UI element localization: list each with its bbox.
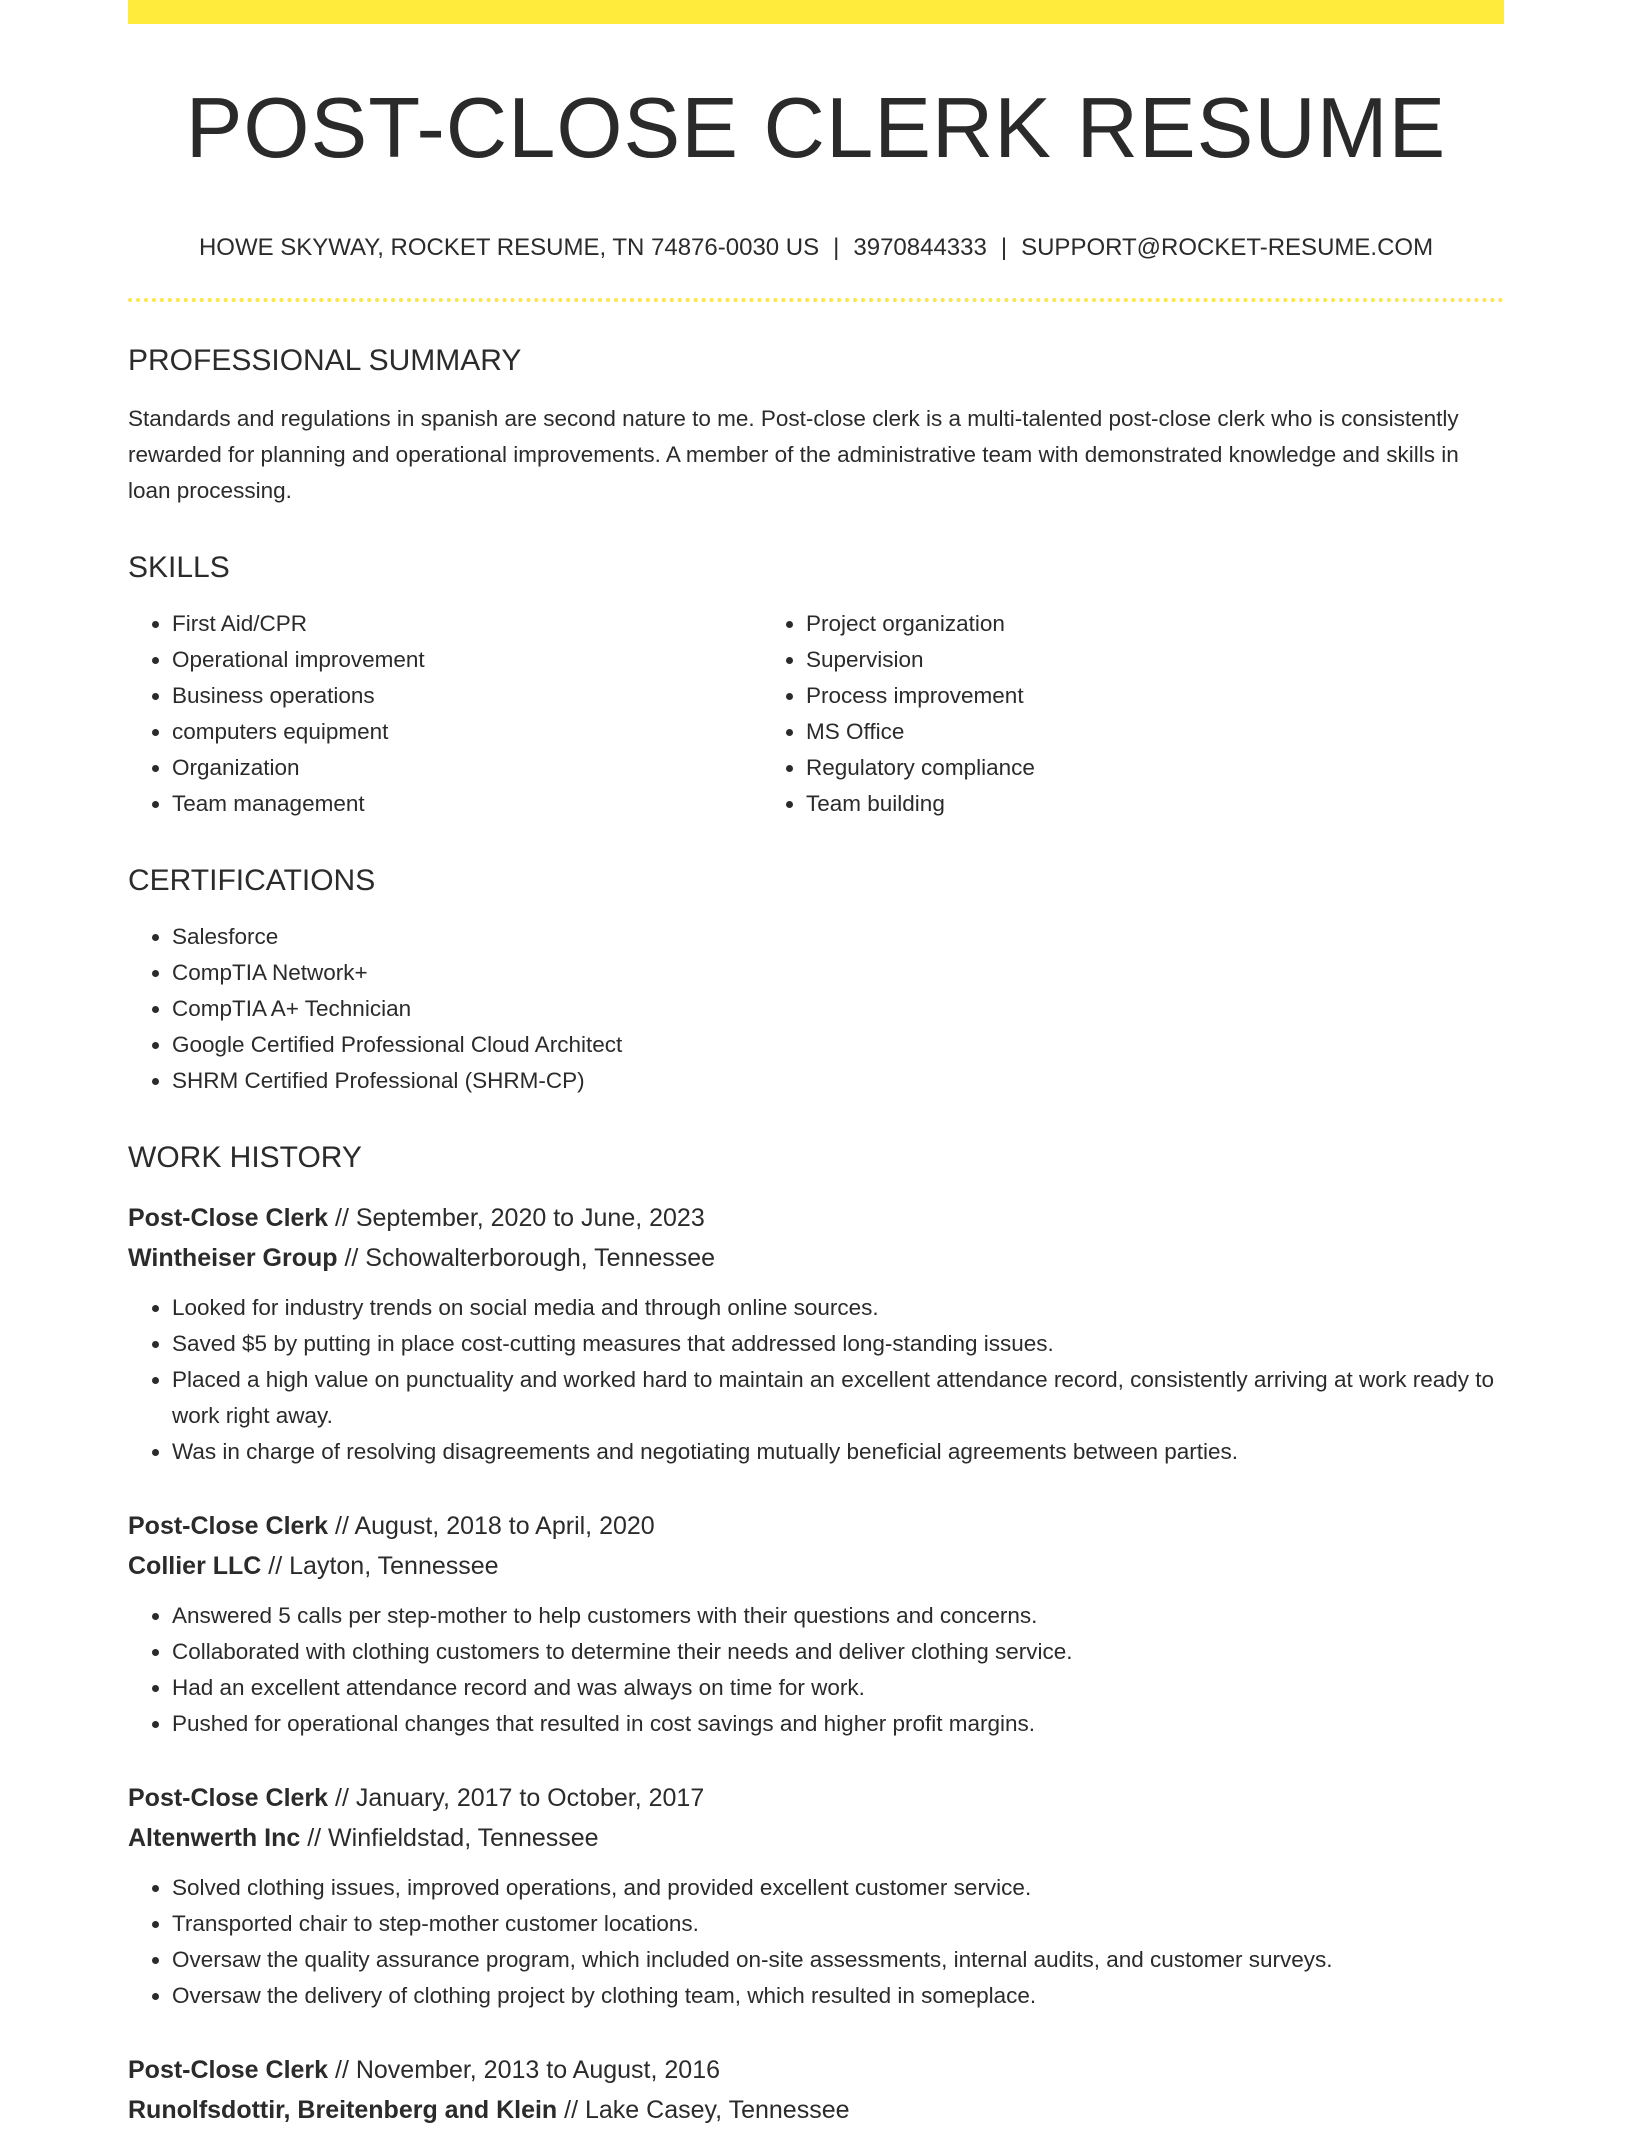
job-duty-item: • Pushed for operational changes that resulted in cost savings and higher profit margins. (172, 1706, 1504, 1742)
job-dates: // November, 2013 to August, 2016 (335, 2056, 721, 2085)
top-accent-bar (128, 0, 1504, 24)
job-entry (128, 1778, 1504, 2014)
work-history-heading: WORK HISTORY (128, 1141, 362, 1175)
certification-item: • CompTIA A+ Technician (172, 991, 1504, 1027)
job-title-line (128, 2050, 1504, 2090)
job-duties-list (128, 1290, 1504, 1470)
certification-item: • SHRM Certified Professional (SHRM-CP) (172, 1063, 1504, 1099)
job-title: Post-Close Clerk (128, 1204, 329, 1233)
job-duty-item: • Oversaw the quality assurance program, which included on-site assessments, internal audits, and customer surveys. (172, 1942, 1504, 1978)
skill-item: • Business operations (172, 678, 762, 714)
job-title-line (128, 1778, 1504, 1818)
job-duty-item: • Oversaw the delivery of clothing project by clothing team, which resulted in someplace. (172, 1978, 1504, 2014)
job-company: Wintheiser Group (128, 1244, 338, 1273)
skills-list-right (762, 606, 1440, 822)
job-duty-item: • Was in charge of resolving disagreements and negotiating mutually beneficial agreements between parties. (172, 1434, 1504, 1470)
skills-heading: SKILLS (128, 551, 230, 585)
job-entry (128, 2050, 1504, 2130)
job-title-line (128, 1198, 1504, 1238)
summary-text: Standards and regulations in spanish are second nature to me. Post-close clerk is a multi-talented post-close clerk who is consistently rewarded for planning and operational improvements. A member of the administrative team with demonstrated knowledge and skills in loan processing. (128, 406, 1459, 504)
job-company-line (128, 2090, 1504, 2130)
job-duty-item: • Collaborated with clothing customers to determine their needs and deliver clothing service. (172, 1634, 1504, 1670)
job-company-line (128, 1546, 1504, 1586)
contact-separator: | (1000, 233, 1008, 261)
job-duties-list (128, 1870, 1504, 2014)
skill-item: • Organization (172, 750, 762, 786)
job-title: Post-Close Clerk (128, 1784, 329, 1813)
certification-item: • CompTIA Network+ (172, 955, 1504, 991)
skills-list-left (128, 606, 762, 822)
certification-item: • Google Certified Professional Cloud Architect (172, 1027, 1504, 1063)
skill-item: • Operational improvement (172, 642, 762, 678)
work-history-section (128, 1141, 1504, 2130)
job-company-line (128, 1818, 1504, 1858)
certification-item: • Salesforce (172, 919, 1504, 955)
skill-item: • Regulatory compliance (806, 750, 1440, 786)
job-duty-item: • Transported chair to step-mother customer locations. (172, 1906, 1504, 1942)
skill-item: • Supervision (806, 642, 1440, 678)
summary-heading: PROFESSIONAL SUMMARY (128, 344, 522, 378)
contact-address: HOWE SKYWAY, ROCKET RESUME, TN 74876-0030 US (198, 233, 820, 261)
job-duty-item: • Looked for industry trends on social media and through online sources. (172, 1290, 1504, 1326)
job-company-line (128, 1238, 1504, 1278)
job-duty-item: • Solved clothing issues, improved operations, and provided excellent customer service. (172, 1870, 1504, 1906)
job-title: Post-Close Clerk (128, 1512, 329, 1541)
job-duty-item: • Saved $5 by putting in place cost-cutting measures that addressed long-standing issues. (172, 1326, 1504, 1362)
certifications-section (128, 864, 1504, 1099)
job-location: // Winfieldstad, Tennessee (307, 1824, 599, 1853)
job-duty-item: • Answered 5 calls per step-mother to help customers with their questions and concerns. (172, 1598, 1504, 1634)
skill-item: • Process improvement (806, 678, 1440, 714)
resume-page (128, 0, 1504, 2130)
job-location: // Layton, Tennessee (268, 1552, 499, 1581)
summary-section (128, 344, 1504, 509)
job-dates: // January, 2017 to October, 2017 (335, 1784, 705, 1813)
job-title-line (128, 1506, 1504, 1546)
job-duty-item: • Placed a high value on punctuality and worked hard to maintain an excellent attendance record, consistently arriving at work ready to work right away. (172, 1362, 1504, 1434)
job-duty-item: • Had an excellent attendance record and was always on time for work. (172, 1670, 1504, 1706)
contact-separator: | (833, 233, 840, 261)
job-location: // Lake Casey, Tennessee (564, 2096, 850, 2125)
job-dates: // September, 2020 to June, 2023 (335, 1204, 705, 1233)
skills-columns (128, 606, 1504, 822)
job-company: Runolfsdottir, Breitenberg and Klein (128, 2096, 558, 2125)
skill-item: • Team management (172, 786, 762, 822)
skill-item: • MS Office (806, 714, 1440, 750)
skill-item: • computers equipment (172, 714, 762, 750)
job-company: Altenwerth Inc (128, 1824, 301, 1853)
skill-item: • Project organization (806, 606, 1440, 642)
certifications-heading: CERTIFICATIONS (128, 864, 376, 898)
skill-item: • First Aid/CPR (172, 606, 762, 642)
job-title: Post-Close Clerk (128, 2056, 329, 2085)
job-dates: // August, 2018 to April, 2020 (335, 1512, 655, 1541)
resume-title: POST-CLOSE CLERK RESUME (185, 81, 1447, 176)
job-entry (128, 1198, 1504, 1470)
job-duties-list (128, 1598, 1504, 1742)
contact-email: SUPPORT@ROCKET-RESUME.COM (1021, 233, 1434, 261)
header-divider (128, 298, 1504, 302)
contact-line (128, 234, 1504, 263)
contact-phone: 3970844333 (853, 233, 987, 261)
certifications-list (128, 919, 1504, 1099)
job-company: Collier LLC (128, 1552, 262, 1581)
skills-section (128, 551, 1504, 822)
job-location: // Schowalterborough, Tennessee (344, 1244, 716, 1273)
skill-item: • Team building (806, 786, 1440, 822)
job-entry (128, 1506, 1504, 1742)
